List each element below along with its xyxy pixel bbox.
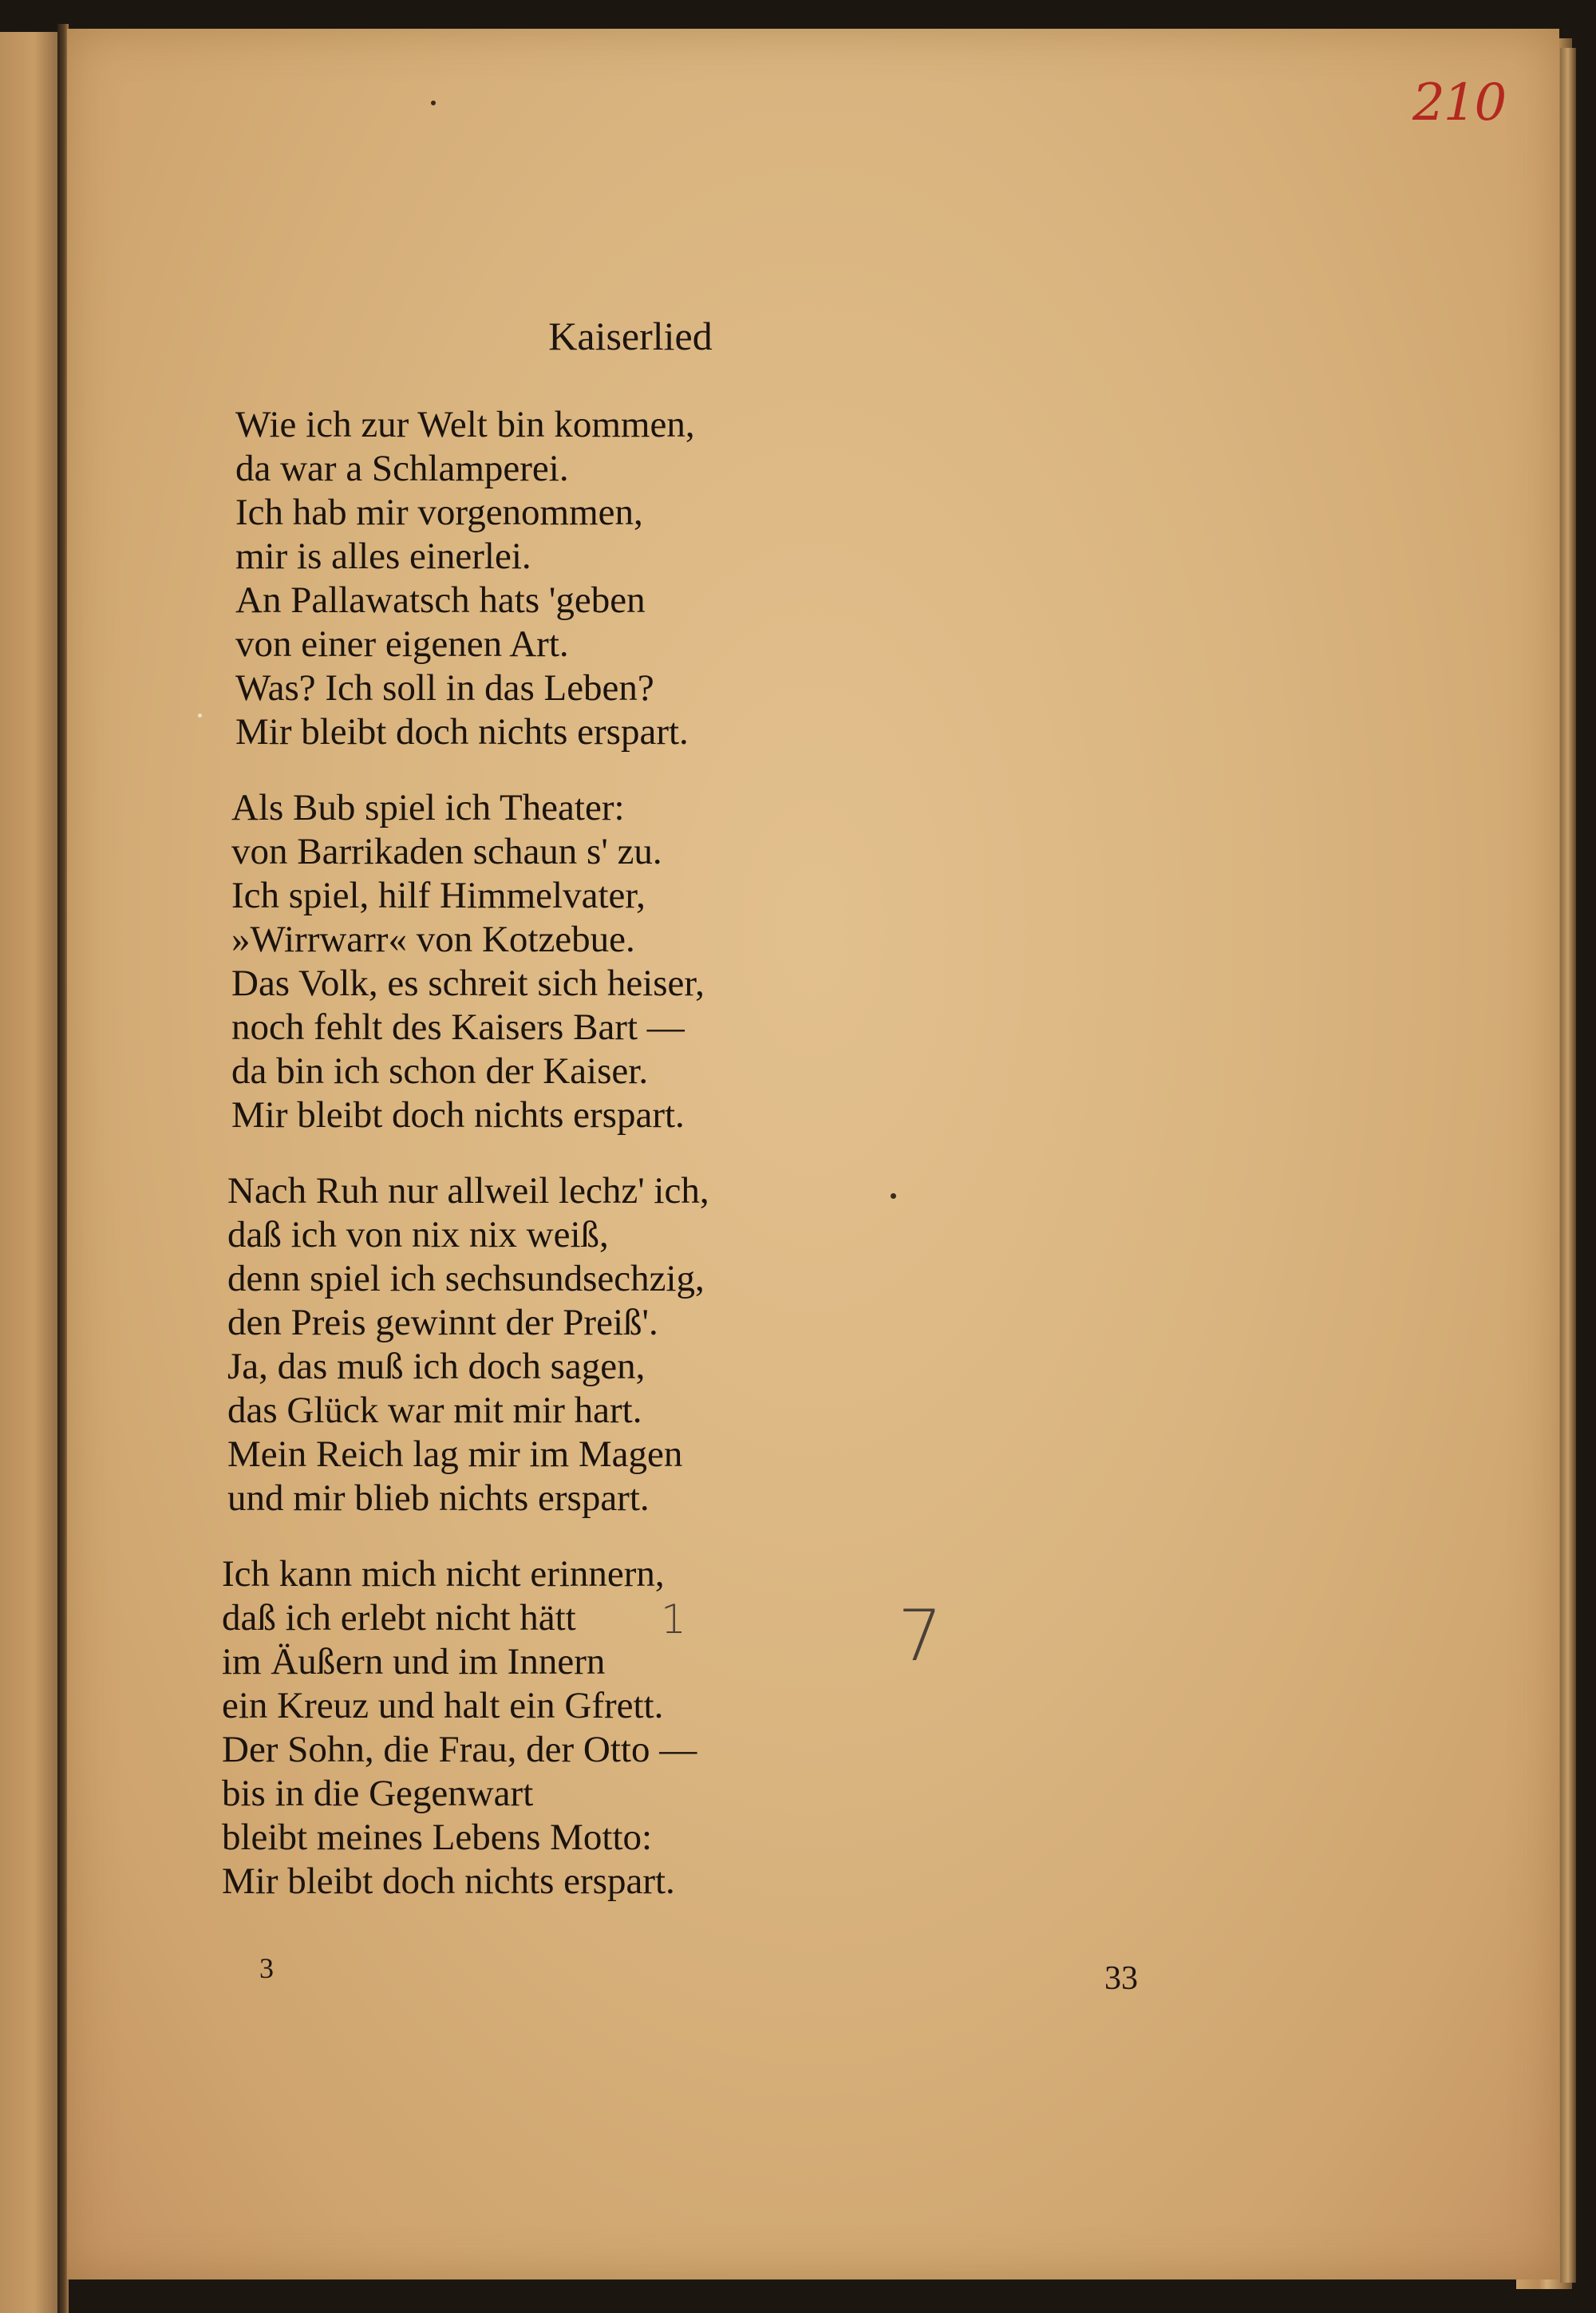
- verse-line: daß ich erlebt nicht hätt: [222, 1597, 576, 1639]
- stanza-4: [222, 1552, 697, 1904]
- verse-line: im Äußern und im Innern: [222, 1641, 606, 1682]
- verse-line: da war a Schlamperei.: [235, 448, 569, 489]
- verse-line: da bin ich schon der Kaiser.: [231, 1050, 649, 1092]
- verse-line: noch fehlt des Kaisers Bart —: [231, 1006, 685, 1048]
- verse-line: daß ich von nix nix weiß,: [227, 1214, 609, 1255]
- poem-title: Kaiserlied: [548, 314, 713, 358]
- paper-speck: [431, 101, 436, 105]
- verse-line: »Wirrwarr« von Kotzebue.: [231, 919, 635, 960]
- verse-line: von Barrikaden schaun s' zu.: [231, 831, 662, 872]
- signature-mark: 3: [259, 1952, 274, 1984]
- pencil-annotation: 7: [898, 1595, 942, 1677]
- verse-line: Mir bleibt doch nichts erspart.: [235, 711, 689, 753]
- verse-line: Das Volk, es schreit sich heiser,: [231, 963, 705, 1004]
- pencil-annotation: 1: [661, 1596, 686, 1643]
- handwritten-folio-number: 210: [1412, 73, 1506, 132]
- paper-speck: [198, 714, 202, 718]
- page-stack-edge-inner: [1560, 48, 1576, 2283]
- verse-line: Was? Ich soll in das Leben?: [235, 667, 654, 709]
- verse-line: Mir bleibt doch nichts erspart.: [222, 1860, 675, 1902]
- verse-line: Der Sohn, die Frau, der Otto —: [222, 1729, 697, 1770]
- verse-line: Als Bub spiel ich Theater:: [231, 787, 625, 828]
- verse-line: Mir bleibt doch nichts erspart.: [231, 1094, 685, 1136]
- stanza-1: [235, 403, 695, 754]
- verse-line: das Glück war mit mir hart.: [227, 1390, 642, 1431]
- verse-line: An Pallawatsch hats 'geben: [235, 579, 646, 621]
- facing-page-edge: [0, 32, 62, 2313]
- verse-line: Ich hab mir vorgenommen,: [235, 492, 643, 533]
- stanza-3: [227, 1169, 709, 1520]
- stanza-2: [231, 786, 705, 1137]
- verse-line: mir is alles einerlei.: [235, 536, 531, 577]
- verse-line: bleibt meines Lebens Motto:: [222, 1817, 653, 1858]
- verse-line: von einer eigenen Art.: [235, 623, 569, 665]
- verse-line: Mein Reich lag mir im Magen: [227, 1433, 683, 1475]
- verse-line: denn spiel ich sechsundsechzig,: [227, 1258, 705, 1299]
- paper-page: [67, 29, 1559, 2279]
- verse-line: Ich kann mich nicht erinnern,: [222, 1553, 665, 1595]
- verse-line: den Preis gewinnt der Preiß'.: [227, 1302, 658, 1343]
- verse-line: Nach Ruh nur allweil lechz' ich,: [227, 1170, 709, 1212]
- verse-line: Wie ich zur Welt bin kommen,: [235, 404, 695, 445]
- verse-line: Ja, das muß ich doch sagen,: [227, 1346, 646, 1387]
- verse-line: und mir blieb nichts erspart.: [227, 1477, 650, 1519]
- verse-line: ein Kreuz und halt ein Gfrett.: [222, 1685, 664, 1726]
- paper-speck: [891, 1193, 896, 1199]
- verse-line: bis in die Gegenwart: [222, 1773, 534, 1814]
- verse-line: Ich spiel, hilf Himmelvater,: [231, 875, 646, 916]
- page-number: 33: [1104, 1960, 1138, 1997]
